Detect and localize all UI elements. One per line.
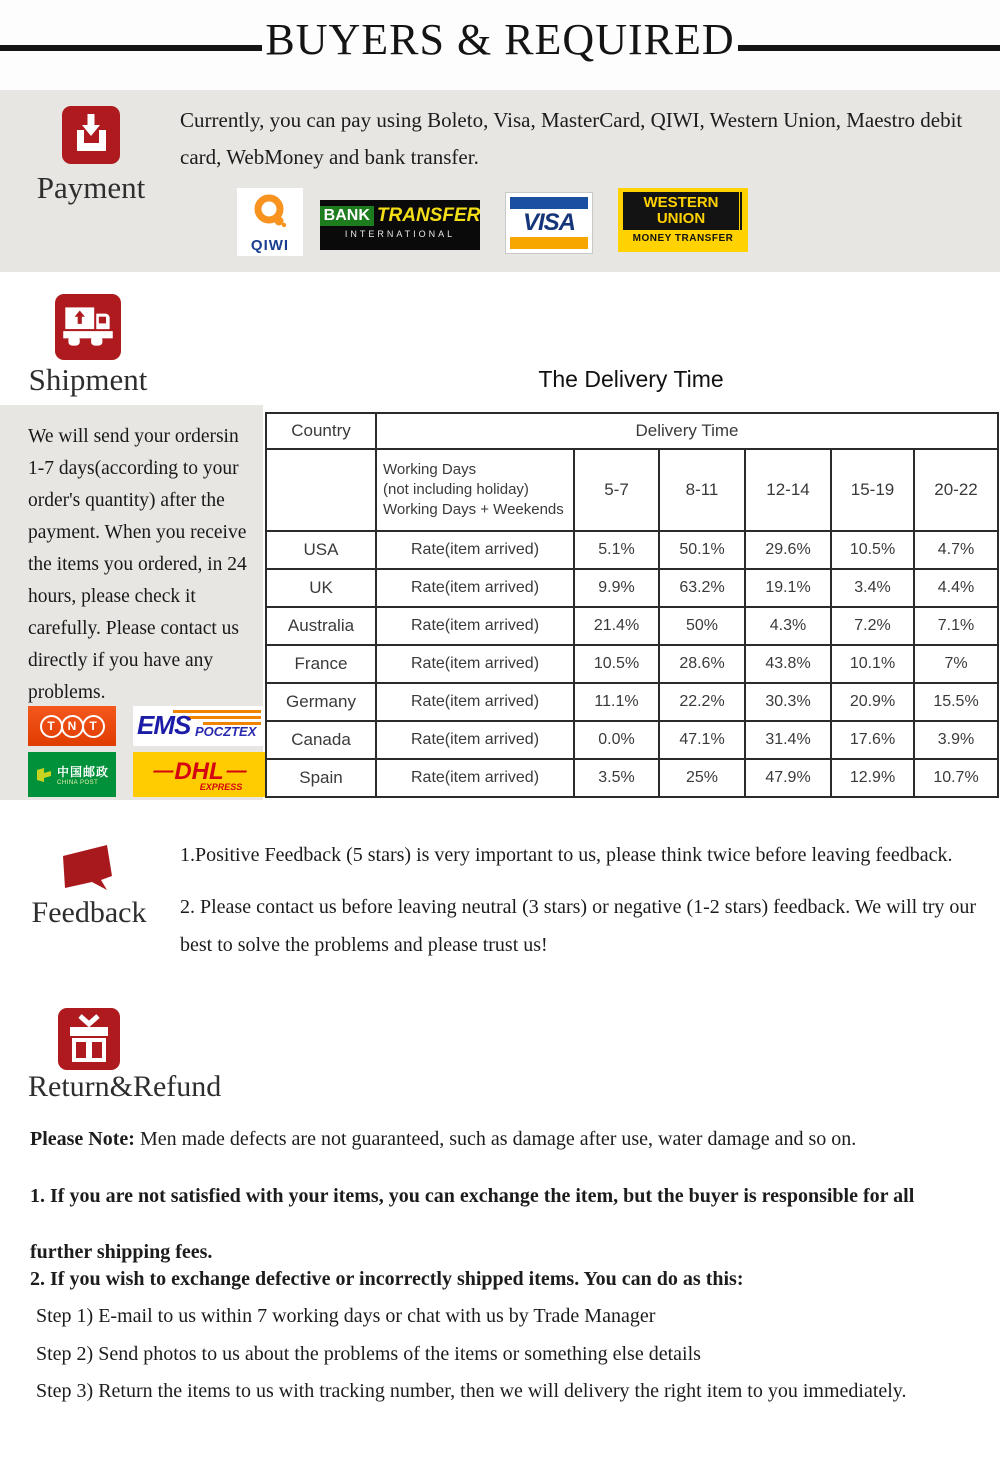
visa-logo bbox=[505, 192, 593, 254]
day-range-cell: 5-7 bbox=[574, 449, 659, 531]
table-subheader-row bbox=[266, 449, 998, 531]
day-range-cell: 12-14 bbox=[745, 449, 831, 531]
rate-cell: 15.5% bbox=[914, 683, 998, 721]
western-union-line3: MONEY TRANSFER bbox=[632, 233, 734, 244]
return-step-3: Step 3) Return the items to us with tracking number, then we will delivery the right item to you immediately. bbox=[36, 1380, 907, 1402]
return-note bbox=[30, 1128, 970, 1151]
rate-cell: 7.2% bbox=[831, 607, 914, 645]
rate-cell: 9.9% bbox=[574, 569, 659, 607]
tnt-logo bbox=[28, 706, 116, 746]
rate-label-cell: Rate(item arrived) bbox=[376, 569, 574, 607]
rate-label-cell: Rate(item arrived) bbox=[376, 607, 574, 645]
rate-cell: 20.9% bbox=[831, 683, 914, 721]
ems-stripe bbox=[188, 716, 261, 719]
bank-word: BANK bbox=[320, 206, 374, 226]
feedback-icon bbox=[55, 840, 119, 898]
pocztex-logo-text: POCZTEX bbox=[195, 724, 257, 739]
rate-label-cell: Rate(item arrived) bbox=[376, 683, 574, 721]
china-post-en: CHINA POST bbox=[56, 780, 99, 786]
return-note-label: Please Note: bbox=[30, 1128, 135, 1150]
feedback-section-label: Feedback bbox=[31, 896, 147, 929]
rate-cell: 10.5% bbox=[831, 531, 914, 569]
payment-icon bbox=[62, 106, 120, 164]
rate-cell: 10.7% bbox=[914, 759, 998, 797]
rate-cell: 12.9% bbox=[831, 759, 914, 797]
rate-cell: 50% bbox=[659, 607, 745, 645]
rate-cell: 11.1% bbox=[574, 683, 659, 721]
bank-transfer-line2: INTERNATIONAL bbox=[344, 229, 456, 239]
delivery-time-column-header: Delivery Time bbox=[376, 413, 998, 449]
dhl-express-text: EXPRESS bbox=[199, 781, 243, 792]
tnt-letter: T bbox=[82, 715, 105, 738]
table-row-spain bbox=[266, 759, 998, 797]
ems-logo-text: EMS bbox=[137, 710, 191, 740]
rate-cell: 47.1% bbox=[659, 721, 745, 759]
rate-cell: 50.1% bbox=[659, 531, 745, 569]
table-row-uk bbox=[266, 569, 998, 607]
table-row-canada bbox=[266, 721, 998, 759]
feedback-point-1: 1.Positive Feedback (5 stars) is very important to us, please think twice before leaving feedback. bbox=[180, 844, 953, 866]
western-union-line2: UNION bbox=[656, 210, 706, 227]
shipment-icon bbox=[55, 294, 121, 360]
china-post-text bbox=[57, 763, 109, 786]
table-row-germany bbox=[266, 683, 998, 721]
rate-cell: 28.6% bbox=[659, 645, 745, 683]
visa-orange-band bbox=[510, 237, 588, 249]
transfer-word: TRANSFER bbox=[376, 205, 480, 226]
working-days-line: Working Days bbox=[383, 461, 477, 478]
return-point-2: 2. If you wish to exchange defective or incorrectly shipped items. You can do as this: bbox=[30, 1268, 744, 1290]
rate-label-cell: Rate(item arrived) bbox=[376, 759, 574, 797]
china-post-logo bbox=[28, 752, 116, 797]
rate-cell: 0.0% bbox=[574, 721, 659, 759]
rate-cell: 7% bbox=[914, 645, 998, 683]
payment-section-label: Payment bbox=[36, 170, 146, 205]
payment-description: Currently, you can pay using Boleto, Visa, MasterCard, QIWI, Western Union, Maestro debit card, WebMoney and bank transfer. bbox=[180, 108, 963, 169]
return-refund-icon bbox=[58, 1008, 120, 1070]
rate-cell: 22.2% bbox=[659, 683, 745, 721]
working-days-cell bbox=[376, 449, 574, 531]
payment-section bbox=[0, 90, 1000, 272]
return-refund-section bbox=[0, 990, 1000, 1481]
rate-label-cell: Rate(item arrived) bbox=[376, 721, 574, 759]
dhl-dash: — bbox=[153, 760, 172, 782]
rate-cell: 17.6% bbox=[831, 721, 914, 759]
shipment-note-text: We will send your ordersin 1-7 days(according to your order's quantity) after the payment. When you receive the items you ordered, in 24 hours, please check it carefully. Please contact us directly if you have any problems. bbox=[28, 426, 247, 703]
table-header-row bbox=[266, 413, 998, 449]
western-union-logo bbox=[618, 188, 748, 252]
table-row-usa bbox=[266, 531, 998, 569]
feedback-point-2: 2. Please contact us before leaving neutral (3 stars) or negative (1-2 stars) feedback. We will try our best to solve the problems and please trust us! bbox=[180, 896, 977, 956]
table-row-france bbox=[266, 645, 998, 683]
shipment-section bbox=[0, 272, 1000, 800]
rate-cell: 3.5% bbox=[574, 759, 659, 797]
rate-cell: 5.1% bbox=[574, 531, 659, 569]
rate-label-cell: Rate(item arrived) bbox=[376, 645, 574, 683]
header-rule-right bbox=[738, 45, 1000, 51]
return-note-text: Men made defects are not guaranteed, such as damage after use, water damage and so on. bbox=[134, 1128, 857, 1150]
country-cell: USA bbox=[266, 531, 376, 569]
dhl-logo-text: DHL bbox=[174, 757, 224, 785]
feedback-section bbox=[0, 800, 1000, 990]
rate-cell: 47.9% bbox=[745, 759, 831, 797]
page-title: BUYERS & REQUIRED bbox=[265, 15, 735, 64]
bank-transfer-line1 bbox=[320, 205, 480, 227]
rate-cell: 21.4% bbox=[574, 607, 659, 645]
rate-cell: 63.2% bbox=[659, 569, 745, 607]
visa-blue-band bbox=[510, 197, 588, 209]
rate-label-cell: Rate(item arrived) bbox=[376, 531, 574, 569]
rate-cell: 3.4% bbox=[831, 569, 914, 607]
country-cell: Australia bbox=[266, 607, 376, 645]
return-step-1: Step 1) E-mail to us within 7 working days or chat with us by Trade Manager bbox=[36, 1305, 656, 1327]
country-cell: Spain bbox=[266, 759, 376, 797]
rate-cell: 4.3% bbox=[745, 607, 831, 645]
rate-cell: 25% bbox=[659, 759, 745, 797]
country-cell: UK bbox=[266, 569, 376, 607]
speech-bubble-icon bbox=[55, 840, 119, 898]
rate-cell: 10.5% bbox=[574, 645, 659, 683]
rate-cell: 31.4% bbox=[745, 721, 831, 759]
dhl-dash: — bbox=[226, 760, 245, 782]
bank-transfer-logo bbox=[320, 200, 480, 250]
ems-pocztex-logo bbox=[133, 706, 265, 746]
western-union-wordmark bbox=[623, 192, 743, 230]
day-range-cell: 8-11 bbox=[659, 449, 745, 531]
truck-icon bbox=[55, 294, 121, 360]
country-cell: Germany bbox=[266, 683, 376, 721]
rate-cell: 19.1% bbox=[745, 569, 831, 607]
china-post-cn: 中国邮政 bbox=[56, 765, 109, 779]
rate-cell: 4.7% bbox=[914, 531, 998, 569]
country-column-header: Country bbox=[266, 413, 376, 449]
rate-cell: 4.4% bbox=[914, 569, 998, 607]
western-union-line1: WESTERN bbox=[643, 194, 719, 211]
delivery-time-table bbox=[265, 412, 999, 798]
rate-cell: 7.1% bbox=[914, 607, 998, 645]
day-range-cell: 20-22 bbox=[914, 449, 998, 531]
qiwi-logo-text: QIWI bbox=[250, 237, 290, 254]
rate-cell: 43.8% bbox=[745, 645, 831, 683]
visa-logo-text: VISA bbox=[522, 209, 575, 237]
gift-icon bbox=[58, 1008, 120, 1070]
empty-cell bbox=[266, 449, 376, 531]
country-cell: Canada bbox=[266, 721, 376, 759]
working-days-line: (not including holiday) bbox=[383, 481, 529, 498]
tnt-letter: N bbox=[61, 715, 84, 738]
china-post-emblem-icon bbox=[35, 766, 53, 784]
download-tray-icon bbox=[62, 106, 120, 164]
rate-cell: 10.1% bbox=[831, 645, 914, 683]
return-step-2: Step 2) Send photos to us about the problems of the items or something else details bbox=[36, 1342, 701, 1365]
rate-cell: 30.3% bbox=[745, 683, 831, 721]
tnt-letter: T bbox=[40, 715, 63, 738]
return-refund-section-label: Return&Refund bbox=[28, 1070, 222, 1103]
country-cell: France bbox=[266, 645, 376, 683]
return-point-1: 1. If you are not satisfied with your items, you can exchange the item, but the buyer is responsible for all further shipping fees. bbox=[30, 1185, 915, 1263]
qiwi-q-icon bbox=[251, 192, 289, 232]
delivery-time-title: The Delivery Time bbox=[538, 366, 724, 392]
shipment-section-label: Shipment bbox=[28, 362, 148, 397]
rate-cell: 3.9% bbox=[914, 721, 998, 759]
working-days-line: Working Days + Weekends bbox=[383, 501, 564, 518]
rate-cell: 29.6% bbox=[745, 531, 831, 569]
return-steps bbox=[36, 1298, 966, 1411]
day-range-cell: 15-19 bbox=[831, 449, 914, 531]
dhl-logo bbox=[133, 752, 265, 797]
table-row-australia bbox=[266, 607, 998, 645]
qiwi-logo bbox=[237, 188, 303, 256]
